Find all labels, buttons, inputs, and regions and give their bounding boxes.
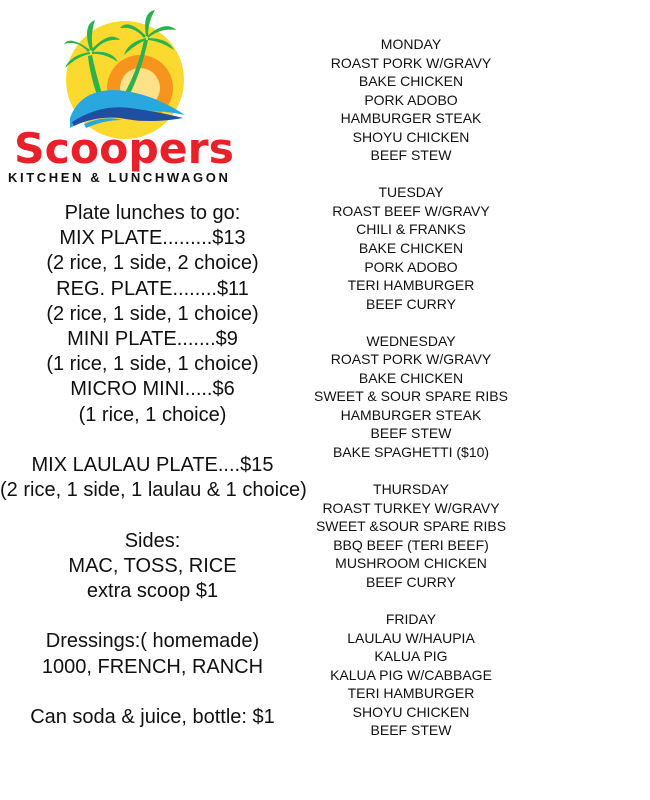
- menu-item: SHOYU CHICKEN: [352, 128, 470, 145]
- menu-item: KALUA PIG: [374, 648, 448, 665]
- spacer: [0, 680, 305, 705]
- menu-item: BEEF STEW: [370, 425, 452, 442]
- plate-lunch-prices: [0, 201, 305, 730]
- spacer: [0, 503, 305, 528]
- price-line: MINI PLATE.......$9: [67, 328, 238, 351]
- menu-item: SWEET &SOUR SPARE RIBS: [315, 518, 507, 535]
- logo-tagline: KITCHEN & LUNCHWAGON: [8, 170, 231, 185]
- price-line: MIX LAULAU PLATE....$15: [31, 454, 274, 477]
- price-line: REG. PLATE........$11: [56, 277, 249, 300]
- day-heading: TUESDAY: [378, 184, 444, 201]
- menu-item: ROAST BEEF W/GRAVY: [332, 202, 490, 219]
- price-line: 1000, FRENCH, RANCH: [41, 655, 264, 678]
- menu-item: TERI HAMBURGER: [347, 685, 475, 702]
- price-line: (2 rice, 1 side, 1 choice): [46, 302, 259, 325]
- logo-wordmark: Scoopers: [14, 124, 234, 173]
- day-heading: MONDAY: [380, 36, 442, 52]
- menu-item: LAULAU W/HAUPIA: [347, 629, 475, 646]
- price-line: Plate lunches to go:: [64, 202, 241, 224]
- price-line: (1 rice, 1 side, 1 choice): [46, 353, 259, 376]
- price-line: MAC, TOSS, RICE: [68, 554, 237, 577]
- menu-item: KALUA PIG W/CABBAGE: [330, 666, 492, 683]
- menu-item: BEEF CURRY: [366, 295, 456, 312]
- price-line: Dressings:( homemade): [45, 630, 260, 653]
- menu-item: SHOYU CHICKEN: [352, 703, 470, 720]
- menu-item: TERI HAMBURGER: [347, 277, 475, 294]
- price-line: extra scoop $1: [86, 580, 219, 603]
- menu-item: BEEF STEW: [370, 147, 452, 164]
- day-heading: WEDNESDAY: [366, 332, 456, 349]
- price-line: Sides:: [124, 529, 181, 552]
- price-line: (2 rice, 1 side, 1 laulau & 1 choice): [0, 479, 307, 502]
- menu-item: BEEF CURRY: [366, 573, 456, 590]
- price-line: Can soda & juice, bottle: $1: [30, 706, 275, 728]
- weekly-menu: [301, 35, 521, 758]
- menu-item: CHILI & FRANKS: [356, 221, 466, 238]
- price-line: (2 rice, 1 side, 2 choice): [46, 252, 259, 275]
- scoopers-logo: [0, 0, 260, 195]
- menu-item: PORK ADOBO: [364, 258, 458, 275]
- menu-item: PORK ADOBO: [364, 91, 458, 108]
- spacer: [0, 604, 305, 629]
- menu-item: SWEET & SOUR SPARE RIBS: [314, 388, 508, 405]
- price-line: MICRO MINI.....$6: [70, 378, 235, 401]
- menu-item: BAKE CHICKEN: [358, 73, 464, 90]
- menu-day-friday: [301, 610, 521, 740]
- menu-day-wednesday: [301, 332, 521, 462]
- menu-item: ROAST PORK W/GRAVY: [330, 351, 492, 368]
- menu-item: ROAST PORK W/GRAVY: [330, 54, 492, 71]
- menu-item: MUSHROOM CHICKEN: [335, 555, 487, 572]
- menu-item: BAKE CHICKEN: [358, 240, 464, 257]
- menu-item: HAMBURGER STEAK: [340, 110, 482, 127]
- menu-day-monday: [301, 35, 521, 165]
- menu-day-thursday: [301, 480, 521, 591]
- menu-day-tuesday: [301, 183, 521, 313]
- day-heading: FRIDAY: [385, 610, 437, 627]
- day-heading: THURSDAY: [373, 481, 449, 498]
- menu-item: BAKE CHICKEN: [358, 369, 464, 386]
- price-line: MIX PLATE.........$13: [59, 227, 246, 250]
- menu-item: BAKE SPAGHETTI ($10): [332, 444, 490, 461]
- menu-item: HAMBURGER STEAK: [340, 406, 482, 423]
- price-line: (1 rice, 1 choice): [78, 403, 227, 426]
- menu-item: BBQ BEEF (TERI BEEF): [333, 536, 489, 553]
- menu-item: ROAST TURKEY W/GRAVY: [322, 499, 500, 516]
- menu-item: BEEF STEW: [370, 722, 452, 739]
- spacer: [0, 428, 305, 453]
